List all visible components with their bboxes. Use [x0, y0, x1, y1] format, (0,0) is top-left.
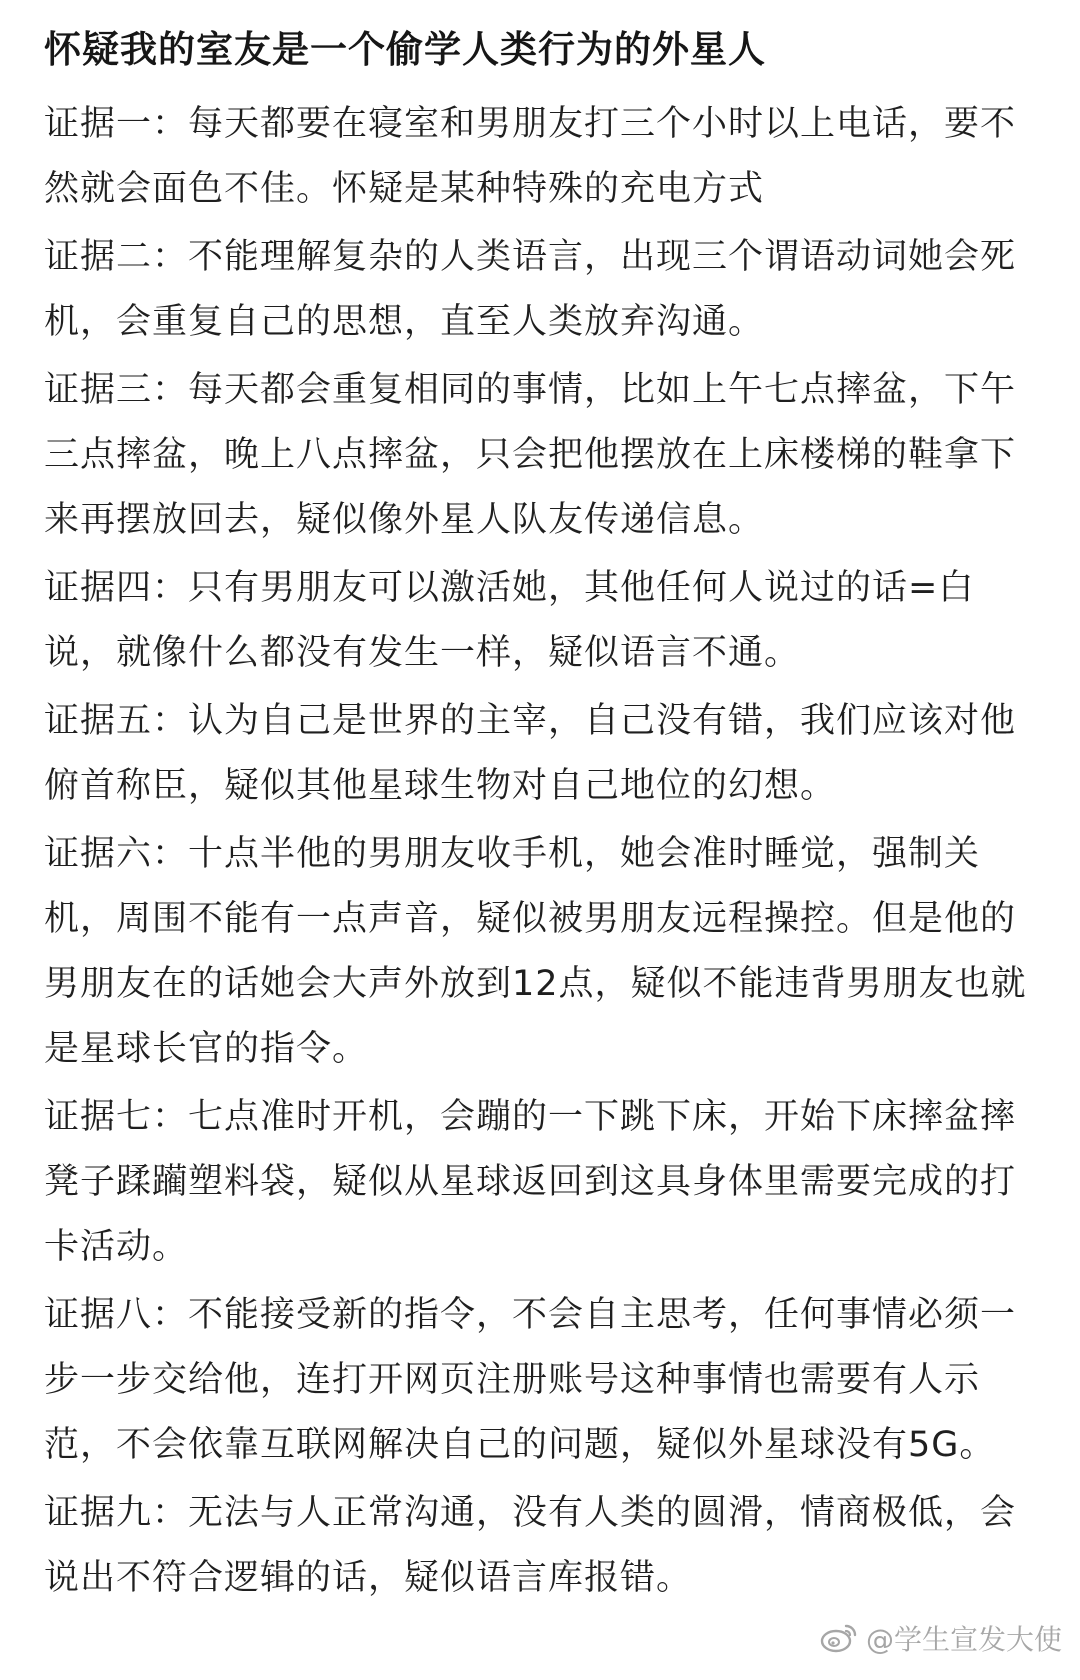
- evidence-text: 无法与人正常沟通，没有人类的圆滑，情商极低，会说出不符合逻辑的话，疑似语言库报错。: [44, 1493, 1017, 1598]
- evidence-text: 不能接受新的指令，不会自主思考，任何事情必须一步一步交给他，连打开网页注册账号这种事情也需要有人示范，不会依靠互联网解决自己的问题，疑似外星球没有5G。: [44, 1295, 1017, 1465]
- post-content: [44, 22, 1044, 1614]
- evidence-label: 证据五：: [44, 701, 189, 741]
- evidence-item-2: [44, 225, 1044, 355]
- evidence-item-6: [44, 822, 1044, 1082]
- evidence-list: [44, 92, 1044, 1611]
- evidence-item-7: [44, 1085, 1044, 1280]
- evidence-label: 证据二：: [44, 237, 189, 277]
- evidence-item-9: [44, 1481, 1044, 1611]
- evidence-label: 证据七：: [44, 1097, 189, 1137]
- weibo-logo-icon: [820, 1622, 858, 1654]
- evidence-text: 七点准时开机，会蹦的一下跳下床，开始下床摔盆摔凳子蹂躏塑料袋，疑似从星球返回到这具身体里需要完成的打卡活动。: [44, 1097, 1017, 1267]
- evidence-text: 认为自己是世界的主宰，自己没有错，我们应该对他俯首称臣，疑似其他星球生物对自己地位的幻想。: [44, 701, 1017, 806]
- evidence-label: 证据九：: [44, 1493, 189, 1533]
- evidence-label: 证据三：: [44, 370, 189, 410]
- evidence-label: 证据六：: [44, 834, 189, 874]
- evidence-text: 每天都会重复相同的事情，比如上午七点摔盆，下午三点摔盆，晚上八点摔盆，只会把他摆放在上床楼梯的鞋拿下来再摆放回去，疑似像外星人队友传递信息。: [44, 370, 1017, 540]
- evidence-item-8: [44, 1283, 1044, 1478]
- evidence-label: 证据四：: [44, 568, 189, 608]
- evidence-text: 十点半他的男朋友收手机，她会准时睡觉，强制关机，周围不能有一点声音，疑似被男朋友远程操控。但是他的男朋友在的话她会大声外放到12点，疑似不能违背男朋友也就是星球长官的指令。: [44, 834, 1027, 1069]
- watermark-text: @学生宣发大使: [865, 1623, 1062, 1656]
- evidence-text: 不能理解复杂的人类语言，出现三个谓语动词她会死机，会重复自己的思想，直至人类放弃沟通。: [44, 237, 1017, 342]
- evidence-label: 证据一：: [44, 104, 189, 144]
- evidence-text: 每天都要在寝室和男朋友打三个小时以上电话，要不然就会面色不佳。怀疑是某种特殊的充电方式: [44, 104, 1017, 209]
- evidence-text: 只有男朋友可以激活她，其他任何人说过的话=白说，就像什么都没有发生一样，疑似语言不通。: [44, 568, 975, 673]
- weibo-watermark: [820, 1618, 1062, 1658]
- post-title: 怀疑我的室友是一个偷学人类行为的外星人: [44, 28, 766, 71]
- evidence-item-4: [44, 556, 1044, 686]
- evidence-label: 证据八：: [44, 1295, 189, 1335]
- evidence-item-5: [44, 689, 1044, 819]
- evidence-item-3: [44, 358, 1044, 553]
- evidence-item-1: [44, 92, 1044, 222]
